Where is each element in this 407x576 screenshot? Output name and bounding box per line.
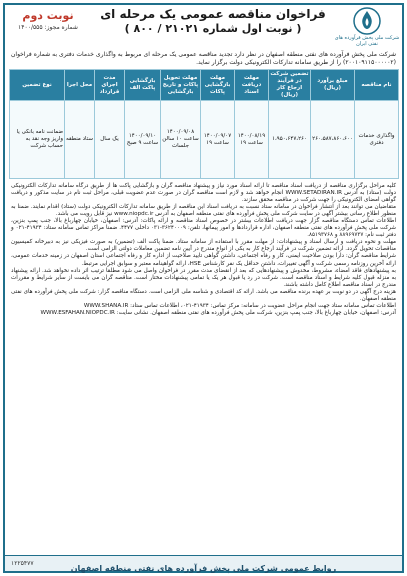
- table-header-row: [10, 70, 399, 101]
- notice-permit-number: شماره مجوز: ۱۴۰۰/۵۵۵: [18, 24, 78, 31]
- table-cell: ۲۶۰،۵۸۷،۸۶۰،۶۰۰: [311, 101, 355, 179]
- paragraph-costs: هزینه درج آگهی در دو نوبت بر عهده برنده مناقصه می باشد. ارائه کد اقتصادی و شناسه ملی الزامی است. دستگاه مناقصه گزار: شرکت ملی پخش فرآورده های نفتی منطقه اصفهان.: [11, 288, 396, 302]
- table-cell: ۱۴۰۰/۰۹/۰۷ ساعت ۱۹: [201, 101, 235, 179]
- col-header: بازگشایی پاکت الف: [125, 70, 161, 101]
- table-cell: ۱۴۰۰/۰۸/۱۹ ساعت ۱۹: [235, 101, 269, 179]
- paragraph-rules: به پیشنهادهای فاقد امضاء، مشروط، مخدوش و پیشنهادهایی که بعد از انقضای مدت مقرر در فراخوان واصل می شود مطلقا ترتیب اثر داده نخواهد شد. ارائه پیشنهاد به منزله قبول کلیه شرایط و اسناد مناقصه است. شرکت در رد یا قبول هر یک یا تمامی پیشنهادات مختار است. مناقصه گران می بایست از سایر شرایط و مقررات مندرج در اسناد مناقصه اطلاع کامل داشته باشند.: [11, 267, 396, 288]
- footer-public-relations: روابط عمومی شرکت ملی پخش فرآورده های نفتی منطقه اصفهان: [70, 564, 337, 573]
- notice-round-box: [9, 9, 87, 32]
- paragraph-documents: متقاضیان می توانند بعد از انتشار فراخوان در سامانه ستاد نسبت به دریافت اسناد این مناقصه از طریق سامانه تدارکات الکترونیکی دولت (ستاد) اقدام نمایند. ضمنا به منظور اطلاع رسانی بیشتر آگهی در سایت شرکت ملی پخش فرآورده های نفتی منطقه اصفهان به آدرس www.niopdc.ir نیز قابل رویت می باشد.: [11, 204, 396, 218]
- col-header: تضمین شرکت در فرآیند ارجاع کار (ریال): [269, 70, 311, 101]
- paragraph-setad-contact: اطلاعات تماس سامانه ستاد جهت انجام مراحل عضویت در سامانه: مرکز تماس: ۴۱۹۳۴-۰۲۱، اطلاعات تماس ستاد: WWW.SHANA.IR: [83, 302, 396, 309]
- intro-paragraph: شرکت ملی پخش فرآورده های نفتی منطقه اصفهان در نظر دارد تجدید مناقصه عمومی یک مرحله ای مربوط به واگذاری خدمات دفتری به شماره فراخوان (۲۰۰۱۰۹۱۱۵۰۰۰۰۰۲) را از طریق سامانه تدارکات الکترونیکی دولت برگزار نماید.: [11, 51, 396, 66]
- conditions-text: [11, 183, 396, 317]
- table-row: [10, 101, 399, 179]
- col-header: مهلت بازگشایی پاکات: [201, 70, 235, 101]
- paragraph-contact: اطلاعات تماس دستگاه مناقصه گزار جهت دریافت اطلاعات بیشتر در خصوص اسناد مناقصه و ارائه پاکات: آدرس: اصفهان، خیابان چهارباغ بالا، جنب پمپ بنزین، شرکت ملی پخش فرآورده های نفتی منطقه اصفهان، اداره قراردادها و امور پیمانها، تلفن: ۳۶۲۴۰۰۰۹-۰۳۱ داخلی ۴۴۷۷. ضمنا مراکز تماس سامانه ستاد: ۴۱۹۳۴-۰۲۱ و دفتر ثبت نام: ۸۸۹۶۹۷۳۷ و ۸۵۱۹۳۷۶۸.: [11, 218, 396, 239]
- table-cell: ۱۴۰۰/۰۹/۰۸ ساعت ۱۰ سالن جلسات: [161, 101, 201, 179]
- table-cell: ۱،۹۵۰،۶۴۷،۲۶۰: [269, 101, 311, 179]
- col-header: مهلت دریافت اسناد: [235, 70, 269, 101]
- col-header: مهلت تحویل پاکات و تاریخ بازگشایی: [161, 70, 201, 101]
- col-header: نوع تضمین: [10, 70, 65, 101]
- col-header: مبلغ برآورد (ریال): [311, 70, 355, 101]
- table-cell: ۱۴۰۰/۰۹/۱۰ ساعت ۹ صبح: [125, 101, 161, 179]
- footer-code: ۱۲۲۵۴۷۷: [11, 560, 34, 567]
- paragraph-address: آدرس: اصفهان، خیابان چهارباغ بالا، جنب پمپ بنزین، شرکت ملی پخش فرآورده های نفتی منطقه اصفهان. نشانی سایت: WWW.ESFAHAN.NIOPDC.IR: [40, 309, 396, 316]
- col-header: محل اجرا: [65, 70, 95, 101]
- col-header: مدت اجرای قرارداد: [95, 70, 125, 101]
- company-logo: [334, 7, 400, 47]
- paragraph-eligibility: شرایط مناقصه گران: دارا بودن صلاحیت ایمنی، کار و رفاه اجتماعی، داشتن گواهی تایید صلاحیت از اداره کار و رفاه اجتماعی استان اصفهان در زمینه خدمات عمومی، ارائه آخرین روزنامه رسمی شرکت و آگهی تغییرات، داشتن حداقل یک نفر کارشناس HSE، ارائه گواهینامه معتبر و سوابق اجرایی مرتبط.: [11, 253, 396, 267]
- table-cell: ستاد منطقه: [65, 101, 95, 179]
- table-cell: واگذاری خدمات دفتری: [355, 101, 399, 179]
- paragraph-procedure: کلیه مراحل برگزاری مناقصه از دریافت اسناد مناقصه تا ارائه اسناد مورد نیاز و پیشنهاد مناقصه گران و بازگشایی پاکت ها از طریق درگاه سامانه تدارکات الکترونیکی دولت (ستاد) به آدرس WWW.SETADIRAN.IR انجام خواهد شد و لازم است مناقصه گران در صورت عدم عضویت قبلی، مراحل ثبت نام در سایت مذکور و دریافت گواهی امضای الکترونیکی را جهت شرکت در مناقصه محقق سازند.: [11, 183, 396, 204]
- table-cell: ضمانت نامه بانکی یا واریز وجه نقد به حساب شرکت: [10, 101, 65, 179]
- notice-round: نوبت دوم: [22, 9, 74, 22]
- title-box: [98, 7, 328, 36]
- notice-page: [3, 3, 404, 573]
- table-cell: یک سال: [95, 101, 125, 179]
- logo-caption: شرکت ملی پخش فرآورده های نفتی ایران: [334, 35, 400, 47]
- col-header: نام مناقصه: [355, 70, 399, 101]
- paragraph-deadline: مهلت و نحوه دریافت و ارسال اسناد و پیشنهادات: از مهلت مقرر با استفاده از سامانه ستاد. ضمنا پاکت الف (تضمین) به صورت فیزیکی نیز به دبیرخانه کمیسیون مناقصات تحویل گردد. ارائه تضمین شرکت در فرآیند ارجاع کار به یکی از انواع مندرج در آیین نامه تضمین معاملات دولتی الزامی است.: [11, 239, 396, 253]
- tender-table: [9, 69, 399, 179]
- notice-title: فراخوان مناقصه عمومی یک مرحله ای: [100, 7, 326, 21]
- footer-bar: [5, 555, 402, 571]
- flame-logo-icon: [350, 7, 384, 35]
- notice-header: [5, 5, 402, 49]
- notice-subtitle: ( نوبت اول شماره ۲۱۰۲۱ / ۸۰۰ ): [124, 22, 302, 35]
